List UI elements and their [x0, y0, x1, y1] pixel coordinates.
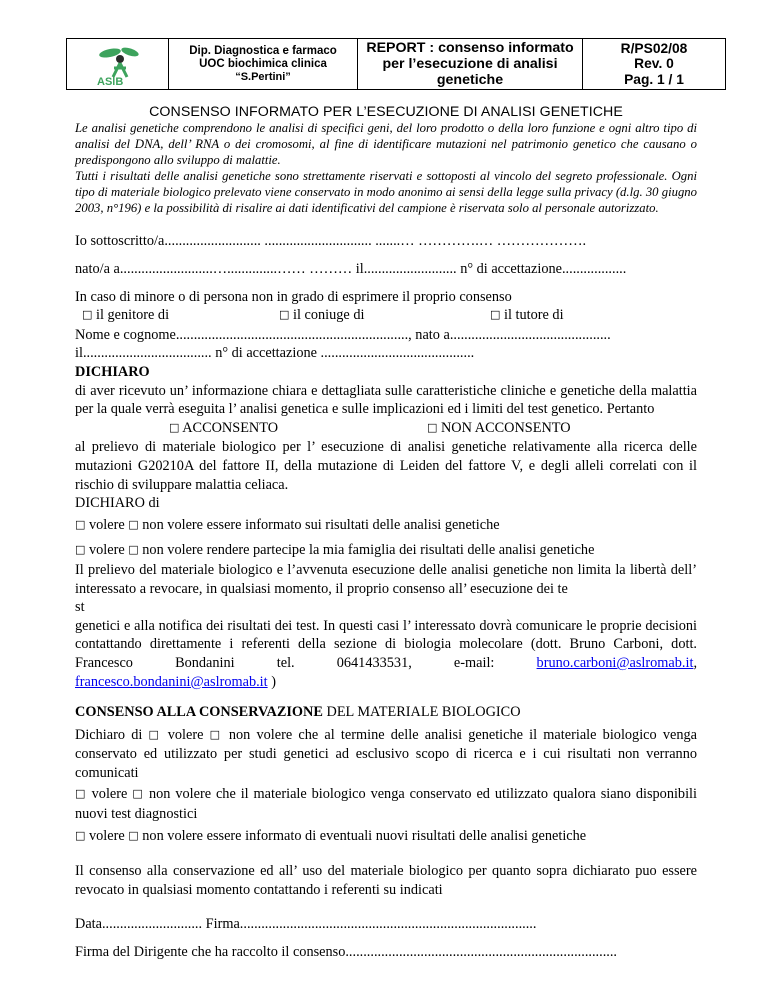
email-link-carboni[interactable]: bruno.carboni@aslromab.it	[536, 654, 694, 671]
closing-paren: )	[267, 673, 276, 690]
acconsento-option[interactable]	[169, 419, 427, 439]
report-title-cell	[358, 39, 583, 90]
volere-label: volere	[88, 827, 125, 844]
revoca-note-part-a: Il prelievo del materiale biologico e l’avvenuta esecuzione delle analisi genetiche non limita la libertà dell’ interessato a revocare, in qualsiasi momento, il proprio consenso all’ esecuzione dei te	[75, 561, 697, 597]
conservazione-item-2	[75, 785, 697, 823]
document-code: R/PS02/08	[620, 40, 688, 56]
department-line-1: Dip. Diagnostica e farmaco	[189, 44, 337, 57]
conservazione-item-1	[75, 726, 697, 783]
logo-icon	[67, 39, 167, 89]
logo-text: ASlB	[97, 76, 124, 88]
non-volere-informato-label: non volere essere informato sui risultati delle analisi genetiche	[142, 516, 500, 533]
volere-label: volere	[91, 786, 128, 803]
checkbox-icon[interactable]: □	[132, 787, 145, 801]
intro-paragraph-2: Tutti i risultati delle analisi genetiche sono strettamente riservati e sottoposti al vincolo del segreto professionale. Ogni tipo di materiale biologico prelevato viene conservato in modo anonimo ai sensi della legge sulla privacy (d.lg. 30 giugno 2003, n°196) e la possibilità di risalire ai dati identificativi del campione è riservata solo al personale autorizzato.	[75, 168, 697, 215]
informato-option-row	[75, 516, 697, 536]
item2-text: non volere che il materiale biologico venga conservato ed utilizzato qualora siano disponibili nuovi test diagnostici	[75, 786, 697, 823]
volere-label: volere	[88, 542, 125, 559]
report-line-2: per l’esecuzione di analisi	[382, 56, 558, 72]
conservazione-heading-rest: DEL MATERIALE BIOLOGICO	[322, 704, 521, 721]
revision-cell	[583, 39, 726, 90]
tutore-label: il tutore di	[503, 307, 564, 324]
checkbox-icon[interactable]: □	[279, 308, 290, 322]
revoca-note-part-c	[75, 617, 697, 691]
coniuge-option[interactable]	[279, 306, 490, 326]
checkbox-icon[interactable]: □	[75, 543, 86, 557]
department-line-3: “S.Pertini”	[235, 70, 291, 83]
data-firma-field[interactable]: Data............................ Firma...................................................................................	[75, 916, 537, 933]
conservazione-heading	[75, 703, 697, 722]
referenti-text: genetici e alla notifica dei risultati dei test. In questi casi l’ interessato dovrà comunicare le proprie decisioni contattando direttamente i referenti della sezione di biologia molecolare (dott. Bruno Carboni, dott. Francesco Bondanini tel. 0641433531, e-mail:	[75, 617, 697, 671]
prelievo-text: al prelievo di materiale biologico per l’ esecuzione di analisi genetiche relativamente alla ricerca delle mutazioni G20210A del fattore II, della mutazione di Leiden del fattore V, e degli alleli correlati con il rischio di sviluppare malattia celiaca.	[75, 439, 697, 493]
checkbox-icon[interactable]: □	[75, 828, 86, 842]
non-acconsento-label: NON ACCONSENTO	[440, 419, 571, 436]
revision-number: Rev. 0	[634, 56, 674, 72]
genitore-label: il genitore di	[95, 307, 170, 324]
revoca-note-part-b: st	[75, 599, 85, 616]
report-line-3: genetiche	[436, 72, 504, 88]
conservazione-heading-bold: CONSENSO ALLA CONSERVAZIONE	[75, 704, 323, 721]
genitore-option[interactable]	[75, 306, 279, 326]
document-title: CONSENSO INFORMATO PER L’ESECUZIONE DI ANALISI GENETICHE	[149, 104, 623, 120]
checkbox-icon[interactable]: □	[82, 308, 93, 322]
il-accettazione-field[interactable]: il.................................... n° di accettazione ...........................................	[75, 345, 475, 362]
nato-field[interactable]: nato/a a..........................…..............…… ……… il.......................... n° di accettazione..................	[75, 261, 627, 278]
asl-logo	[67, 39, 167, 89]
guardian-options	[75, 306, 697, 326]
intro-paragraph-1: Le analisi genetiche comprendono le analisi di specifici geni, del loro prodotto o della loro funzione e ogni altro tipo di analisi del DNA, dell’ RNA o dei cromosomi, al fine di identificare mutazioni nel patrimonio genetico che causano o predispongono allo sviluppo di malattie.	[75, 121, 697, 167]
document-header	[66, 38, 726, 90]
checkbox-icon[interactable]: □	[427, 420, 438, 434]
nome-cognome-field[interactable]: Nome e cognome................................................................., nato a.............................................	[75, 326, 611, 343]
item1-text: non volere che al termine delle analisi genetiche il materiale biologico venga conservato ed utilizzato per studi genetici ad esclusivo scopo di ricerca e i cui risultati non verranno comunicati	[75, 726, 697, 781]
checkbox-icon[interactable]: □	[128, 828, 139, 842]
consent-options	[75, 419, 697, 439]
checkbox-icon[interactable]: □	[169, 420, 180, 434]
dichiaro-di-label: DICHIARO di	[75, 495, 160, 512]
dichiaro-di-label: Dichiaro di	[75, 726, 143, 743]
department-line-2: UOC biochimica clinica	[199, 57, 327, 70]
checkbox-icon[interactable]: □	[128, 517, 139, 531]
report-line-1: REPORT : consenso informato	[366, 40, 574, 56]
revoca-conservazione-text: Il consenso alla conservazione ed all’ uso del materiale biologico per quanto sopra dichiarato puo essere revocato in qualsiasi momento contattando i referenti su indicati	[75, 863, 697, 898]
volere-label: volere	[167, 726, 204, 743]
document-body	[75, 104, 697, 962]
checkbox-icon[interactable]: □	[128, 543, 139, 557]
email-link-bondanini[interactable]: francesco.bondanini@aslromab.it	[75, 673, 268, 690]
famiglia-option-row	[75, 541, 697, 561]
checkbox-icon[interactable]: □	[75, 517, 86, 531]
comma: ,	[693, 654, 698, 671]
dichiaro-heading: DICHIARO	[75, 364, 150, 380]
logo-cell	[67, 39, 169, 90]
department-cell	[169, 39, 358, 90]
coniuge-label: il coniuge di	[292, 307, 365, 324]
non-volere-famiglia-label: non volere rendere partecipe la mia famiglia dei risultati delle analisi genetiche	[142, 542, 595, 559]
checkbox-icon[interactable]: □	[75, 787, 87, 801]
non-acconsento-option[interactable]	[427, 420, 571, 436]
checkbox-icon[interactable]: □	[490, 308, 501, 322]
sottoscritto-field[interactable]: Io sottoscritto/a........................... .............................. .......… ………….… ……………….	[75, 233, 587, 250]
dichiaro-text: di aver ricevuto un’ informazione chiara e dettagliata sulle caratteristiche cliniche e genetiche della malattia per la quale verrà eseguita l’ analisi genetica e sulle implicazioni ed i limiti del test genetico. Pertanto	[75, 382, 697, 418]
checkbox-icon[interactable]: □	[148, 727, 162, 741]
checkbox-icon[interactable]: □	[209, 727, 223, 741]
minore-intro: In caso di minore o di persona non in grado di esprimere il proprio consenso	[75, 288, 512, 305]
acconsento-label: ACCONSENTO	[182, 419, 279, 436]
tutore-option[interactable]	[490, 306, 564, 326]
item3-text: non volere essere informato di eventuali nuovi risultati delle analisi genetiche	[142, 827, 587, 844]
firma-dirigente-field[interactable]: Firma del Dirigente che ha raccolto il consenso............................................................................	[75, 944, 617, 961]
volere-label: volere	[88, 516, 125, 533]
page-number: Pag. 1 / 1	[624, 71, 684, 87]
conservazione-item-3	[75, 827, 697, 847]
